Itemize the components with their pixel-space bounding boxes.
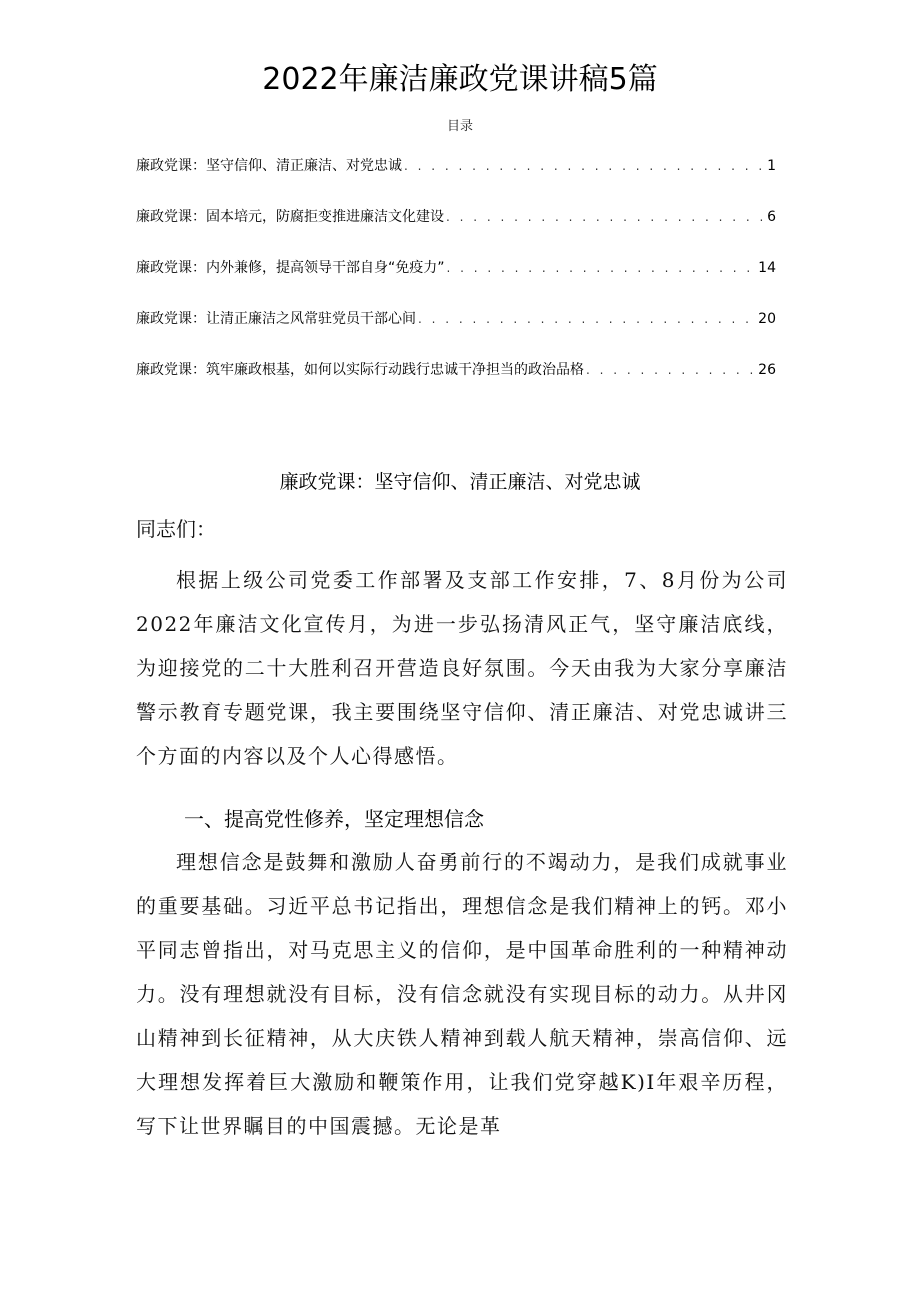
- section-title: 廉政党课：坚守信仰、清正廉洁、对党忠诚: [279, 471, 641, 493]
- document-title: 2022年廉洁廉政党课讲稿5篇: [262, 62, 658, 97]
- body-paragraph: 根据上级公司党委工作部署及支部工作安排，7、8月份为公司2022年廉洁文化宣传月，为进一步弘扬清风正气，坚守廉洁底线，为迎接党的二十大胜利召开营造良好氛围。今天由我为大家分享廉洁警示教育专题党课，我主要围绕坚守信仰、清正廉洁、对党忠诚讲三个方面的内容以及个人心得感悟。: [136, 568, 788, 768]
- toc-dot-leader: [418, 307, 754, 331]
- toc-entry-title: 廉政党课：固本培元，防腐拒变推进廉洁文化建设: [136, 209, 444, 225]
- section-subheading: 一、提高党性修养，坚定理想信念: [184, 807, 484, 831]
- toc-entry-page: 26: [758, 362, 776, 378]
- toc-dot-leader: [404, 154, 763, 178]
- toc-entry[interactable]: [136, 205, 776, 256]
- table-of-contents: [136, 154, 776, 409]
- toc-entry[interactable]: [136, 256, 776, 307]
- toc-entry-page: 20: [758, 311, 776, 327]
- toc-entry-title: 廉政党课：筑牢廉政根基，如何以实际行动践行忠诚干净担当的政治品格: [136, 362, 584, 378]
- toc-entry[interactable]: [136, 154, 776, 205]
- toc-entry[interactable]: [136, 358, 776, 409]
- toc-entry-title: 廉政党课：坚守信仰、清正廉洁、对党忠诚: [136, 158, 402, 174]
- toc-entry-page: 1: [767, 158, 776, 174]
- body-paragraph: 理想信念是鼓舞和激励人奋勇前行的不竭动力，是我们成就事业的重要基础。习近平总书记指出，理想信念是我们精神上的钙。邓小平同志曾指出，对马克思主义的信仰，是中国革命胜利的一种精神动力。没有理想就没有目标，没有信念就没有实现目标的动力。从井冈山精神到长征精神，从大庆铁人精神到载人航天精神，崇高信仰、远大理想发挥着巨大激励和鞭策作用，让我们党穿越K)I年艰辛历程，写下让世界瞩目的中国震撼。无论是革: [136, 850, 788, 1138]
- toc-dot-leader: [586, 358, 754, 382]
- salutation: 同志们：: [136, 517, 216, 541]
- toc-entry[interactable]: [136, 307, 776, 358]
- toc-entry-page: 14: [758, 260, 776, 276]
- toc-heading: 目录: [446, 119, 473, 134]
- toc-entry-title: 廉政党课：让清正廉洁之风常驻党员干部心间: [136, 311, 416, 327]
- toc-entry-page: 6: [767, 209, 776, 225]
- toc-entry-title: 廉政党课：内外兼修，提高领导干部自身“免疫力”: [136, 260, 445, 276]
- toc-dot-leader: [446, 205, 763, 229]
- toc-dot-leader: [447, 256, 755, 280]
